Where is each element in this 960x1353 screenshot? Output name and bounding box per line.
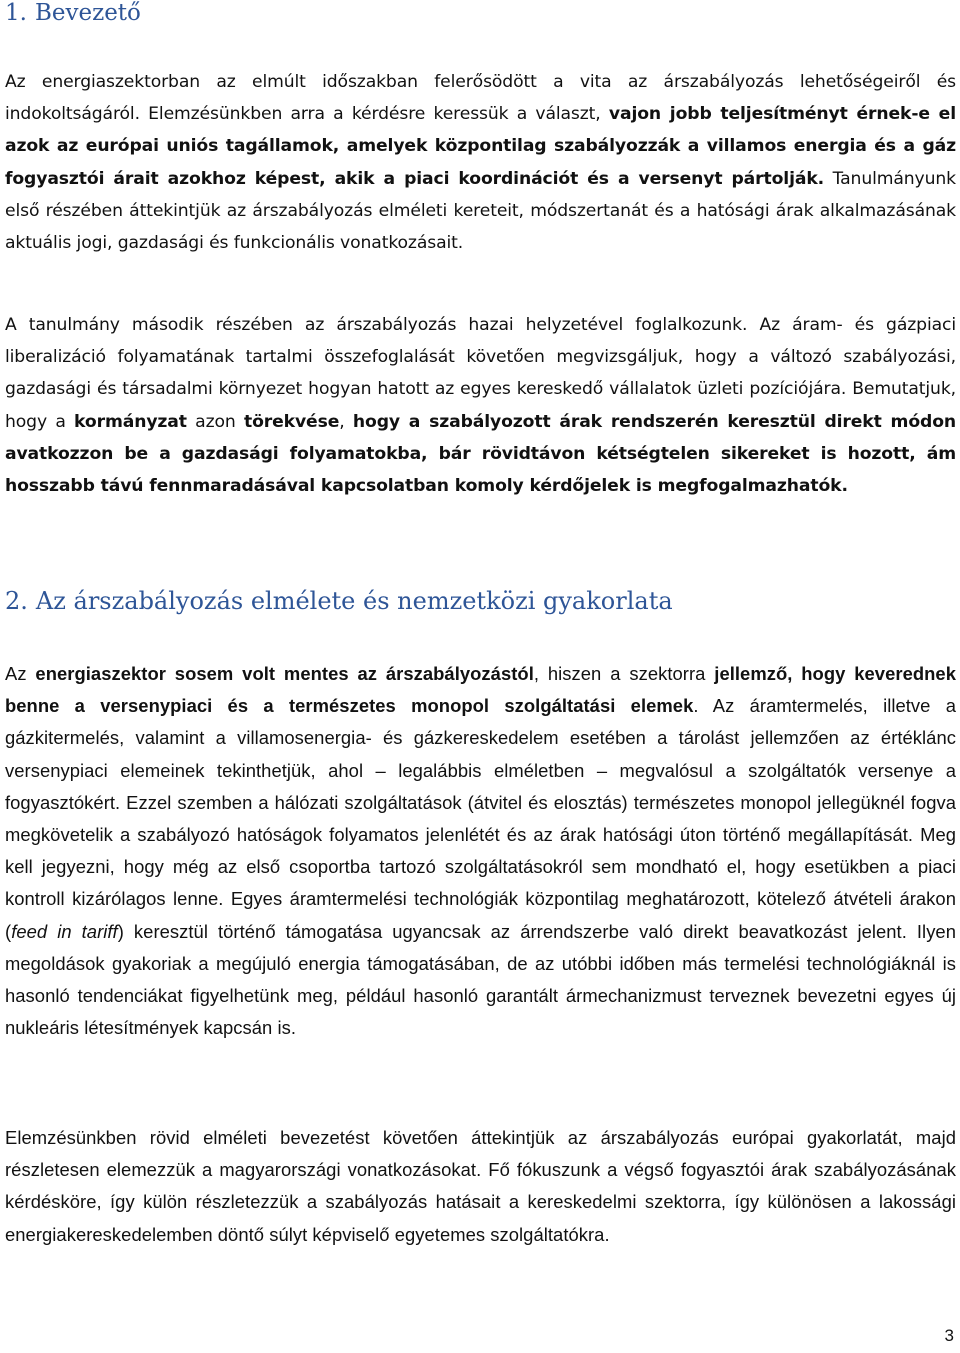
text-run: Elemzésünkben rövid elméleti bevezetést követően áttekintjük az árszabályozás európai gyakorlatát, majd részletesen elemezzük a magyarországi vonatkozásokat. Fő fókuszunk a végső fogyasztói árak szabályozásának kérdésköre, így külön részletezzük a szabályozás hatásait a kereskedelmi szektorra, így különösen a lakossági energiakereskedelemben döntő súlyt képviselő egyetemes szolgáltatókra. [5, 1127, 956, 1245]
text-run: Az energiaszektorban az elmúlt időszakban felerősödött a vita az árszabályozás lehetőségeiről és indokoltságáról. Elemzésünkben arra a kérdésre keressük a választ, [5, 72, 956, 125]
text-run: ) keresztül történő támogatása ugyancsak az árrendszerbe való direkt beavatkozást jelent. Ilyen megoldások gyakoriak a megújuló energia támogatásában, de az utóbbi időben más termelési technológiáknál is hasonló tendenciákat figyelhetünk meg, például hasonló garantált ármechanizmust terveznek bevezetni egyes új nukleáris létesítmények kapcsán is. [5, 920, 956, 1039]
page-number: 3 [944, 1326, 954, 1345]
text-run: Tanulmányunk első részében áttekintjük az árszabályozás elméleti kereteit, módszertanát és a hatósági árak alkalmazásának aktuális jogi, gazdasági és funkcionális vonatkozásait. [5, 168, 956, 254]
section-1-number: 1. [5, 0, 27, 26]
section-2-heading [5, 585, 673, 617]
text-run: Az [5, 663, 36, 684]
text-run: A tanulmány második részében az árszabályozás hazai helyzetével foglalkozunk. Az áram- és gázpiaci liberalizáció folyamatának tartalmi összefoglalását követően megvizsgáljuk, hogy a változó szabályozási, gazdasági és társadalmi környezet hogyan hatott az egyes kereskedő vállalatok üzleti pozíciójára. Bemutatjuk, hogy a [5, 315, 956, 432]
section-1-paragraph-2 [5, 309, 956, 502]
section-2-paragraph-2 [5, 1122, 956, 1251]
section-1-heading [5, 0, 141, 28]
italic-text-run: feed in tariff [11, 920, 118, 942]
section-2-number: 2. [5, 587, 28, 615]
text-run: azon [186, 411, 244, 432]
bold-text-run: törekvése [243, 411, 340, 432]
section-2-paragraph-1 [5, 658, 956, 1044]
section-2-title: Az árszabályozás elmélete és nemzetközi gyakorlata [35, 587, 673, 615]
section-1-title: Bevezető [34, 0, 141, 26]
bold-text-run: vajon jobb teljesítményt érnek-e el azok az európai uniós tagállamok, amelyek központilag szabályozzák a villamos energia és a gáz fogyasztói árait azokhoz képest, akik a piaci koordinációt és a versenyt pártolják. [5, 104, 956, 189]
text-run: , [339, 411, 353, 432]
bold-text-run: kormányzat [74, 411, 187, 432]
bold-text-run: hogy a szabályozott árak rendszerén keresztül direkt módon avatkozzon be a gazdasági folyamatokba, bár rövidtávon kétségtelen sikereket is hozott, ám hosszabb távú fennmaradásával kapcsolatban komoly kérdőjelek is megfogalmazhatók. [5, 411, 957, 497]
bold-text-run: jellemző, hogy keverednek benne a versenypiaci és a természetes monopol szolgáltatási elemek [5, 663, 956, 717]
section-1-paragraph-1 [5, 66, 956, 259]
text-run: , hiszen a szektorra [533, 663, 715, 684]
bold-text-run: energiaszektor sosem volt mentes az árszabályozástól [35, 663, 534, 684]
text-run: . Az áramtermelés, illetve a gázkitermelés, valamint a villamosenergia- és gázkereskedelem esetében a tárolást jellemzően az értéklánc versenypiaci elemeinek tekinthetjük, ahol – legalábbis elméletben – megvalósul a szolgáltatók versenye a fogyasztókért. Ezzel szemben a hálózati szolgáltatások (átvitel és elosztás) természetes monopol jellegüknél fogva megkövetelik a szabályozó hatóságok folyamatos jelenlétét és az árak hatósági úton történő megállapítását. Meg kell jegyezni, hogy még az első csoportba tartozó szolgáltatásokról sem mondható el, hogy esetükben a piaci kontroll kizárólagos lenne. Egyes áramtermelési technológiák központilag meghatározott, kötelező átvételi árakon ( [5, 695, 957, 942]
